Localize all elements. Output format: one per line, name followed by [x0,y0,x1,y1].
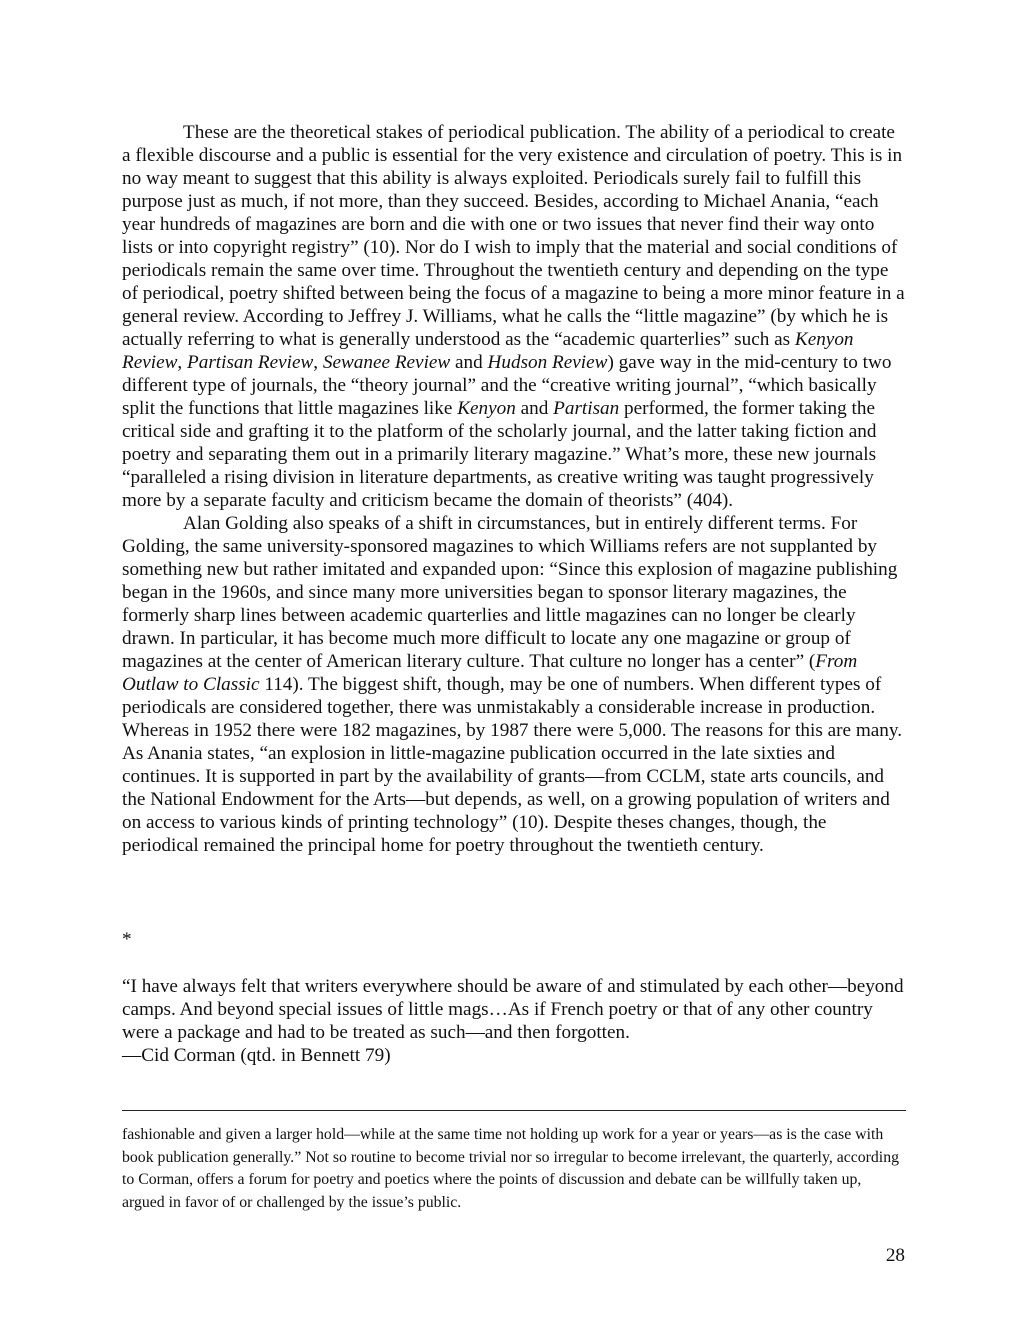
section-break-asterisk: * [122,929,132,950]
title-from-outlaw-to-classic: From Outlaw to Classic [122,651,858,695]
epigraph-attribution: —Cid Corman (qtd. in Bennett 79) [122,1045,391,1066]
title-hudson-review: Hudson Review [487,352,608,373]
footnote-divider [122,1110,906,1111]
body-text [122,121,906,857]
title-partisan: Partisan [553,398,620,419]
paragraph-golding: Alan Golding also speaks of a shift in circumstances, but in entirely different terms. For Golding, the same university-sponsored magazines to which Williams refers are not supplanted by something new but rather imitated and expanded upon: “Since this explosion of magazine publishing began in the 1960s, and since many more universities began to sponsor literary magazines, the formerly sharp lines between academic quarterlies and little magazines can no longer be clearly drawn. In particular, it has become much more difficult to locate any one magazine or group of magazines at the center of American literary culture. That culture no longer has a center” (From Outlaw to Classic 114). The biggest shift, though, may be one of numbers. When different types of periodicals are considered together, there was unmistakably a considerable increase in production. Whereas in 1952 there were 182 magazines, by 1987 there were 5,000. The reasons for this are many. As Anania states, “an explosion in little-magazine publication occurred in the late sixties and continues. It is supported in part by the availability of grants—from CCLM, state arts councils, and the National Endowment for the Arts—but depends, as well, on a growing population of writers and on access to various kinds of printing technology” (10). Despite theses changes, though, the periodical remained the principal home for poetry throughout the twentieth century. [122,513,903,856]
title-kenyon: Kenyon [457,398,516,419]
paragraph-periodical-stakes: These are the theoretical stakes of periodical publication. The ability of a periodical to create a flexible discourse and a public is essential for the very existence and circulation of poetry. This is in no way meant to suggest that this ability is always exploited. Periodicals surely fail to fulfill this purpose just as much, if not more, than they succeed. Besides, according to Michael Anania, “each year hundreds of magazines are born and die with one or two issues that never find their way onto lists or into copyright registry” (10). Nor do I wish to imply that the material and social conditions of periodicals remain the same over time. Throughout the twentieth century and depending on the type of periodical, poetry shifted between being the focus of a magazine to being a more minor feature in a general review. According to Jeffrey J. Williams, what he calls the “little magazine” (by which he is actually referring to what is generally understood as the “academic quarterlies” such as Kenyon Review, Partisan Review, Sewanee Review and Hudson Review) gave way in the mid-century to two different type of journals, the “theory journal” and the “creative writing journal”, “which basically split the functions that little magazines like Kenyon and Partisan performed, the former taking the critical side and grafting it to the platform of the scholarly journal, and the latter taking fiction and poetry and separating them out in a primarily literary magazine.” What’s more, these new journals “paralleled a rising division in literature departments, as creative writing was taught progressively more by a separate faculty and criticism became the domain of theorists” (404). [122,122,905,511]
title-kenyon-review: Kenyon Review [122,329,854,373]
epigraph [122,975,906,1067]
epigraph-quote: “I have always felt that writers everywhere should be aware of and stimulated by each other—beyond camps. And beyond special issues of little mags…As if French poetry or that of any other country were a package and had to be treated as such—and then forgotten. [122,976,904,1043]
footnote-text: fashionable and given a larger hold—while at the same time not holding up work for a year or years—as is the case with book publication generally.” Not so routine to become trivial nor so irregular to become irrelevant, the quarterly, according to Corman, offers a forum for poetry and poetics where the points of discussion and debate can be willfully taken up, argued in favor of or challenged by the issue’s public. [122,1126,899,1211]
title-sewanee-review: Sewanee Review [322,352,451,373]
title-partisan-review: Partisan Review [187,352,314,373]
footnote [122,1124,906,1214]
page-number: 28 [885,1245,905,1266]
